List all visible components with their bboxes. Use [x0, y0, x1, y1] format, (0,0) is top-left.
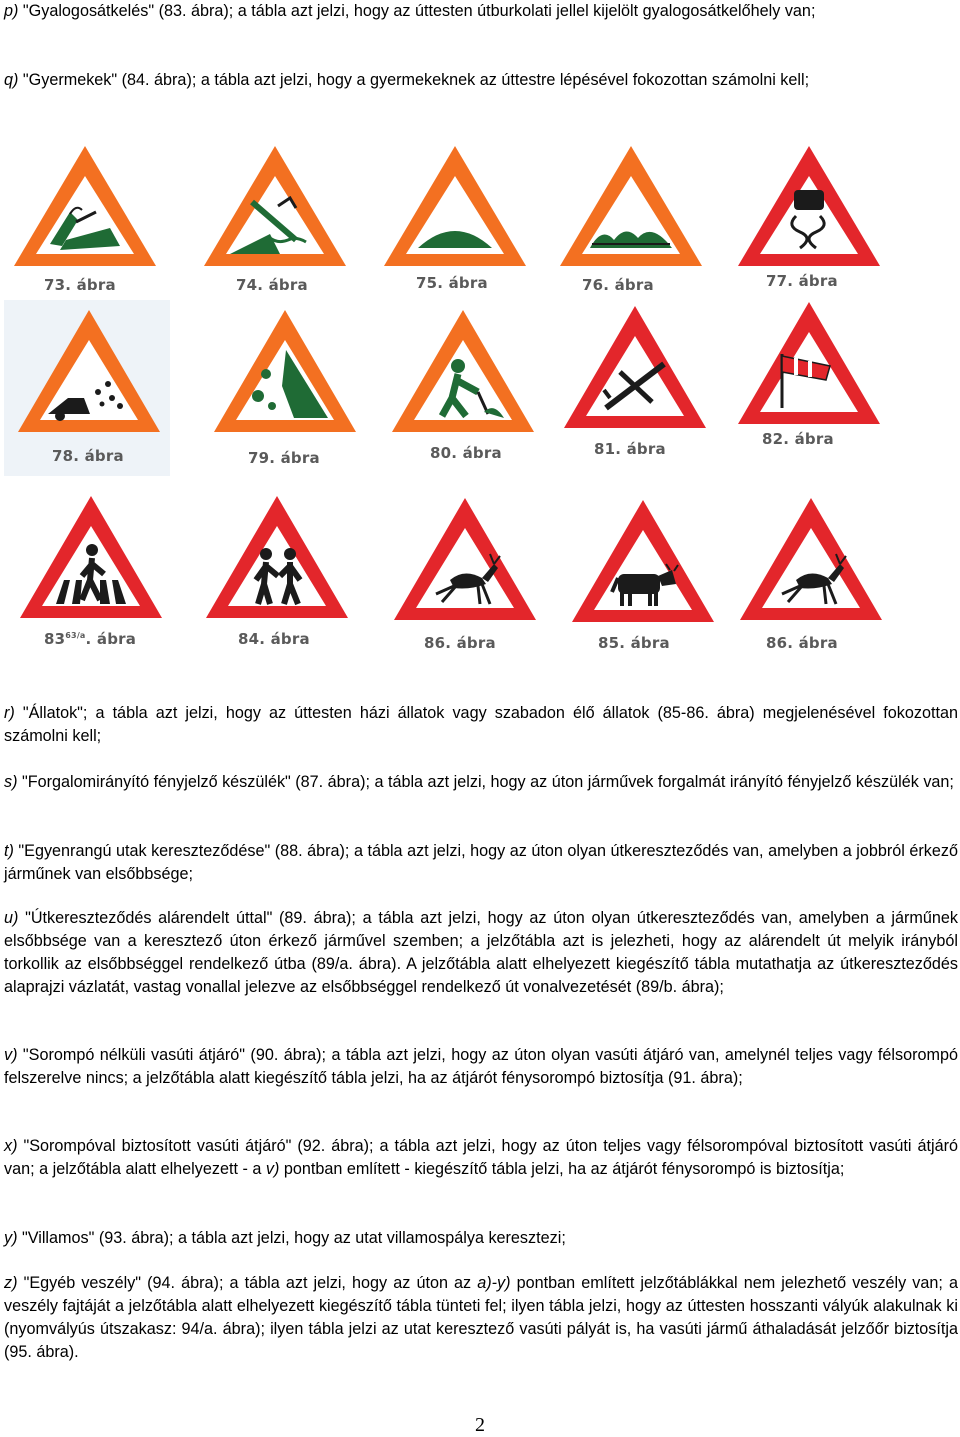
item-letter-p: p): [4, 2, 19, 20]
caption-85: 85. ábra: [598, 634, 670, 652]
item-letter-y: y): [4, 1229, 18, 1247]
caption-77: 77. ábra: [766, 272, 838, 290]
sign-82: [734, 298, 884, 428]
caption-75: 75. ábra: [416, 274, 488, 292]
caption-74: 74. ábra: [236, 276, 308, 294]
road-works-icon: [388, 306, 538, 436]
sign-86-b: [736, 494, 886, 624]
item-letter-v: v): [4, 1046, 18, 1064]
item-letter-u: u): [4, 909, 19, 927]
item-letter-s: s): [4, 773, 18, 791]
paragraph-v: [4, 1044, 958, 1090]
sign-84: [202, 492, 352, 622]
paragraph-x-ref: v): [265, 1160, 280, 1178]
paragraph-v-text: "Sorompó nélküli vasúti átjáró" (90. ábra); a tábla azt jelzi, hogy az úton olyan vasúti átjáró van, amelynél teljes vagy félsorompó felszerelve nincs; a jelzőtábla alatt kiegészítő tábla jelzi, ha az átjárót fénysorompó biztosítja (91. ábra);: [4, 1046, 958, 1087]
paragraph-u: [4, 907, 958, 999]
paragraph-z-ref: a)-y): [477, 1274, 511, 1292]
sign-77: [734, 142, 884, 270]
caption-84: 84. ábra: [238, 630, 310, 648]
paragraph-z: [4, 1272, 958, 1364]
paragraph-q-text: "Gyermekek" (84. ábra); a tábla azt jelzi, hogy a gyermekeknek az úttestre lépésével fokozottan számolni kell;: [18, 71, 810, 89]
sign-83: [16, 492, 166, 622]
uneven-road-icon: [556, 142, 706, 270]
item-letter-q: q): [4, 71, 19, 89]
item-letter-z: z): [4, 1274, 18, 1292]
children-icon: [202, 492, 352, 622]
paragraph-t-text: "Egyenrangú utak kereszteződése" (88. ábra); a tábla azt jelzi, hogy az úton olyan útkereszteződés van, amelyben a jobbról érkező járműnek van elsőbbsége;: [4, 842, 958, 883]
sign-75: [380, 142, 530, 270]
sign-74: [200, 142, 350, 270]
low-flying-aircraft-icon: [560, 302, 710, 432]
paragraph-r-text: "Állatok"; a tábla azt jelzi, hogy az úttesten házi állatok vagy szabadon élő állatok (85-86. ábra) megjelenésével fokozottan számolni kell;: [4, 704, 958, 745]
caption-82: 82. ábra: [762, 430, 834, 448]
falling-into-water-icon: [200, 142, 350, 270]
sign-80: [388, 306, 538, 436]
sign-76: [556, 142, 706, 270]
item-letter-x: x): [4, 1137, 18, 1155]
falling-rocks-icon: [210, 306, 360, 436]
road-bump-icon: [380, 142, 530, 270]
caption-86-b: 86. ábra: [766, 634, 838, 652]
sign-79: [210, 306, 360, 436]
paragraph-u-text: "Útkereszteződés alárendelt úttal" (89. ábra); a tábla azt jelzi, hogy az úton olyan útkereszteződés van, amelyben a járműnek elsőbbsége van a keresztező úton érkező járművel szemben; a jelzőtábla azt is jelezheti, hogy az alárendelt út melyik irányból torkollik az elsőbbséggel rendelkező útba (89/a. ábra). A jelzőtábla alatt elhelyezett kiegészítő tábla mutathatja az útkereszteződés alaprajzi vázlatát, vastag vonallal jelezve az elsőbbséggel rendelkező út vonalvezetését (89/b. ábra);: [4, 909, 958, 996]
paragraph-x: [4, 1135, 958, 1181]
sign-86-a: [390, 494, 540, 624]
caption-83: [44, 630, 136, 648]
paragraph-s: [4, 771, 958, 794]
deer-icon: [390, 494, 540, 624]
caption-83-rest: . ábra: [85, 630, 137, 648]
paragraph-t: [4, 840, 958, 886]
page-number: 2: [475, 1414, 485, 1436]
paragraph-r: [4, 702, 958, 748]
paragraph-z-text-b: pontban említett jelzőtáblákkal nem jelezhető veszély van; a veszély fajtáját a jelzőtábla alatt elhelyezett kiegészítő tábla tünteti fel; ilyen tábla jelzi, hogy az úttesten hosszanti vályúk alakulnak ki (nyomvályús útszakasz: 94/a. ábra); ilyen tábla jelzi az utat keresztező vasúti pályát is, ha vasúti jármű áthaladását jelzőőr biztosítja (95. ábra).: [4, 1274, 958, 1361]
caption-86-a: 86. ábra: [424, 634, 496, 652]
sign-81: [560, 302, 710, 432]
paragraph-z-text-a: "Egyéb veszély" (94. ábra); a tábla azt jelzi, hogy az úton az: [17, 1274, 478, 1292]
cattle-icon: [568, 496, 718, 626]
item-letter-r: r): [4, 704, 15, 722]
pedestrian-crossing-icon: [16, 492, 166, 622]
loose-gravel-icon: [14, 306, 164, 436]
side-wind-icon: [734, 298, 884, 428]
paragraph-q: [4, 69, 958, 92]
caption-83-superscript: 63/a: [65, 631, 86, 640]
paragraph-y-text: "Villamos" (93. ábra); a tábla azt jelzi, hogy az utat villamospálya keresztezi;: [17, 1229, 566, 1247]
sign-78: [14, 306, 164, 436]
paragraph-p: [4, 0, 958, 23]
slippery-road-icon: [734, 142, 884, 270]
river-bank-icon: [10, 142, 160, 270]
paragraph-y: [4, 1227, 958, 1250]
paragraph-x-text-a: "Sorompóval biztosított vasúti átjáró" (92. ábra); a tábla azt jelzi, hogy az úton teljes vagy félsorompóval biztosított vasúti átjáró van; a jelzőtábla alatt elhelyezett - a: [4, 1137, 958, 1178]
paragraph-s-text: "Forgalomirányító fényjelző készülék" (87. ábra); a tábla azt jelzi, hogy az úton járművek forgalmát irányító fényjelző készülék van;: [17, 773, 954, 791]
deer-icon: [736, 494, 886, 624]
caption-81: 81. ábra: [594, 440, 666, 458]
caption-78: 78. ábra: [52, 447, 124, 465]
item-letter-t: t): [4, 842, 14, 860]
sign-85: [568, 496, 718, 626]
paragraph-x-text-b: pontban említett - kiegészítő tábla jelzi, ha az átjárót fénysorompó is biztosítja;: [279, 1160, 845, 1178]
caption-80: 80. ábra: [430, 444, 502, 462]
paragraph-p-text: "Gyalogosátkelés" (83. ábra); a tábla azt jelzi, hogy az úttesten útburkolati jellel kijelölt gyalogosátkelőhely van;: [18, 2, 816, 20]
caption-76: 76. ábra: [582, 276, 654, 294]
caption-73: 73. ábra: [44, 276, 116, 294]
caption-83-number: 83: [44, 630, 66, 648]
caption-79: 79. ábra: [248, 449, 320, 467]
sign-73: [10, 142, 160, 270]
